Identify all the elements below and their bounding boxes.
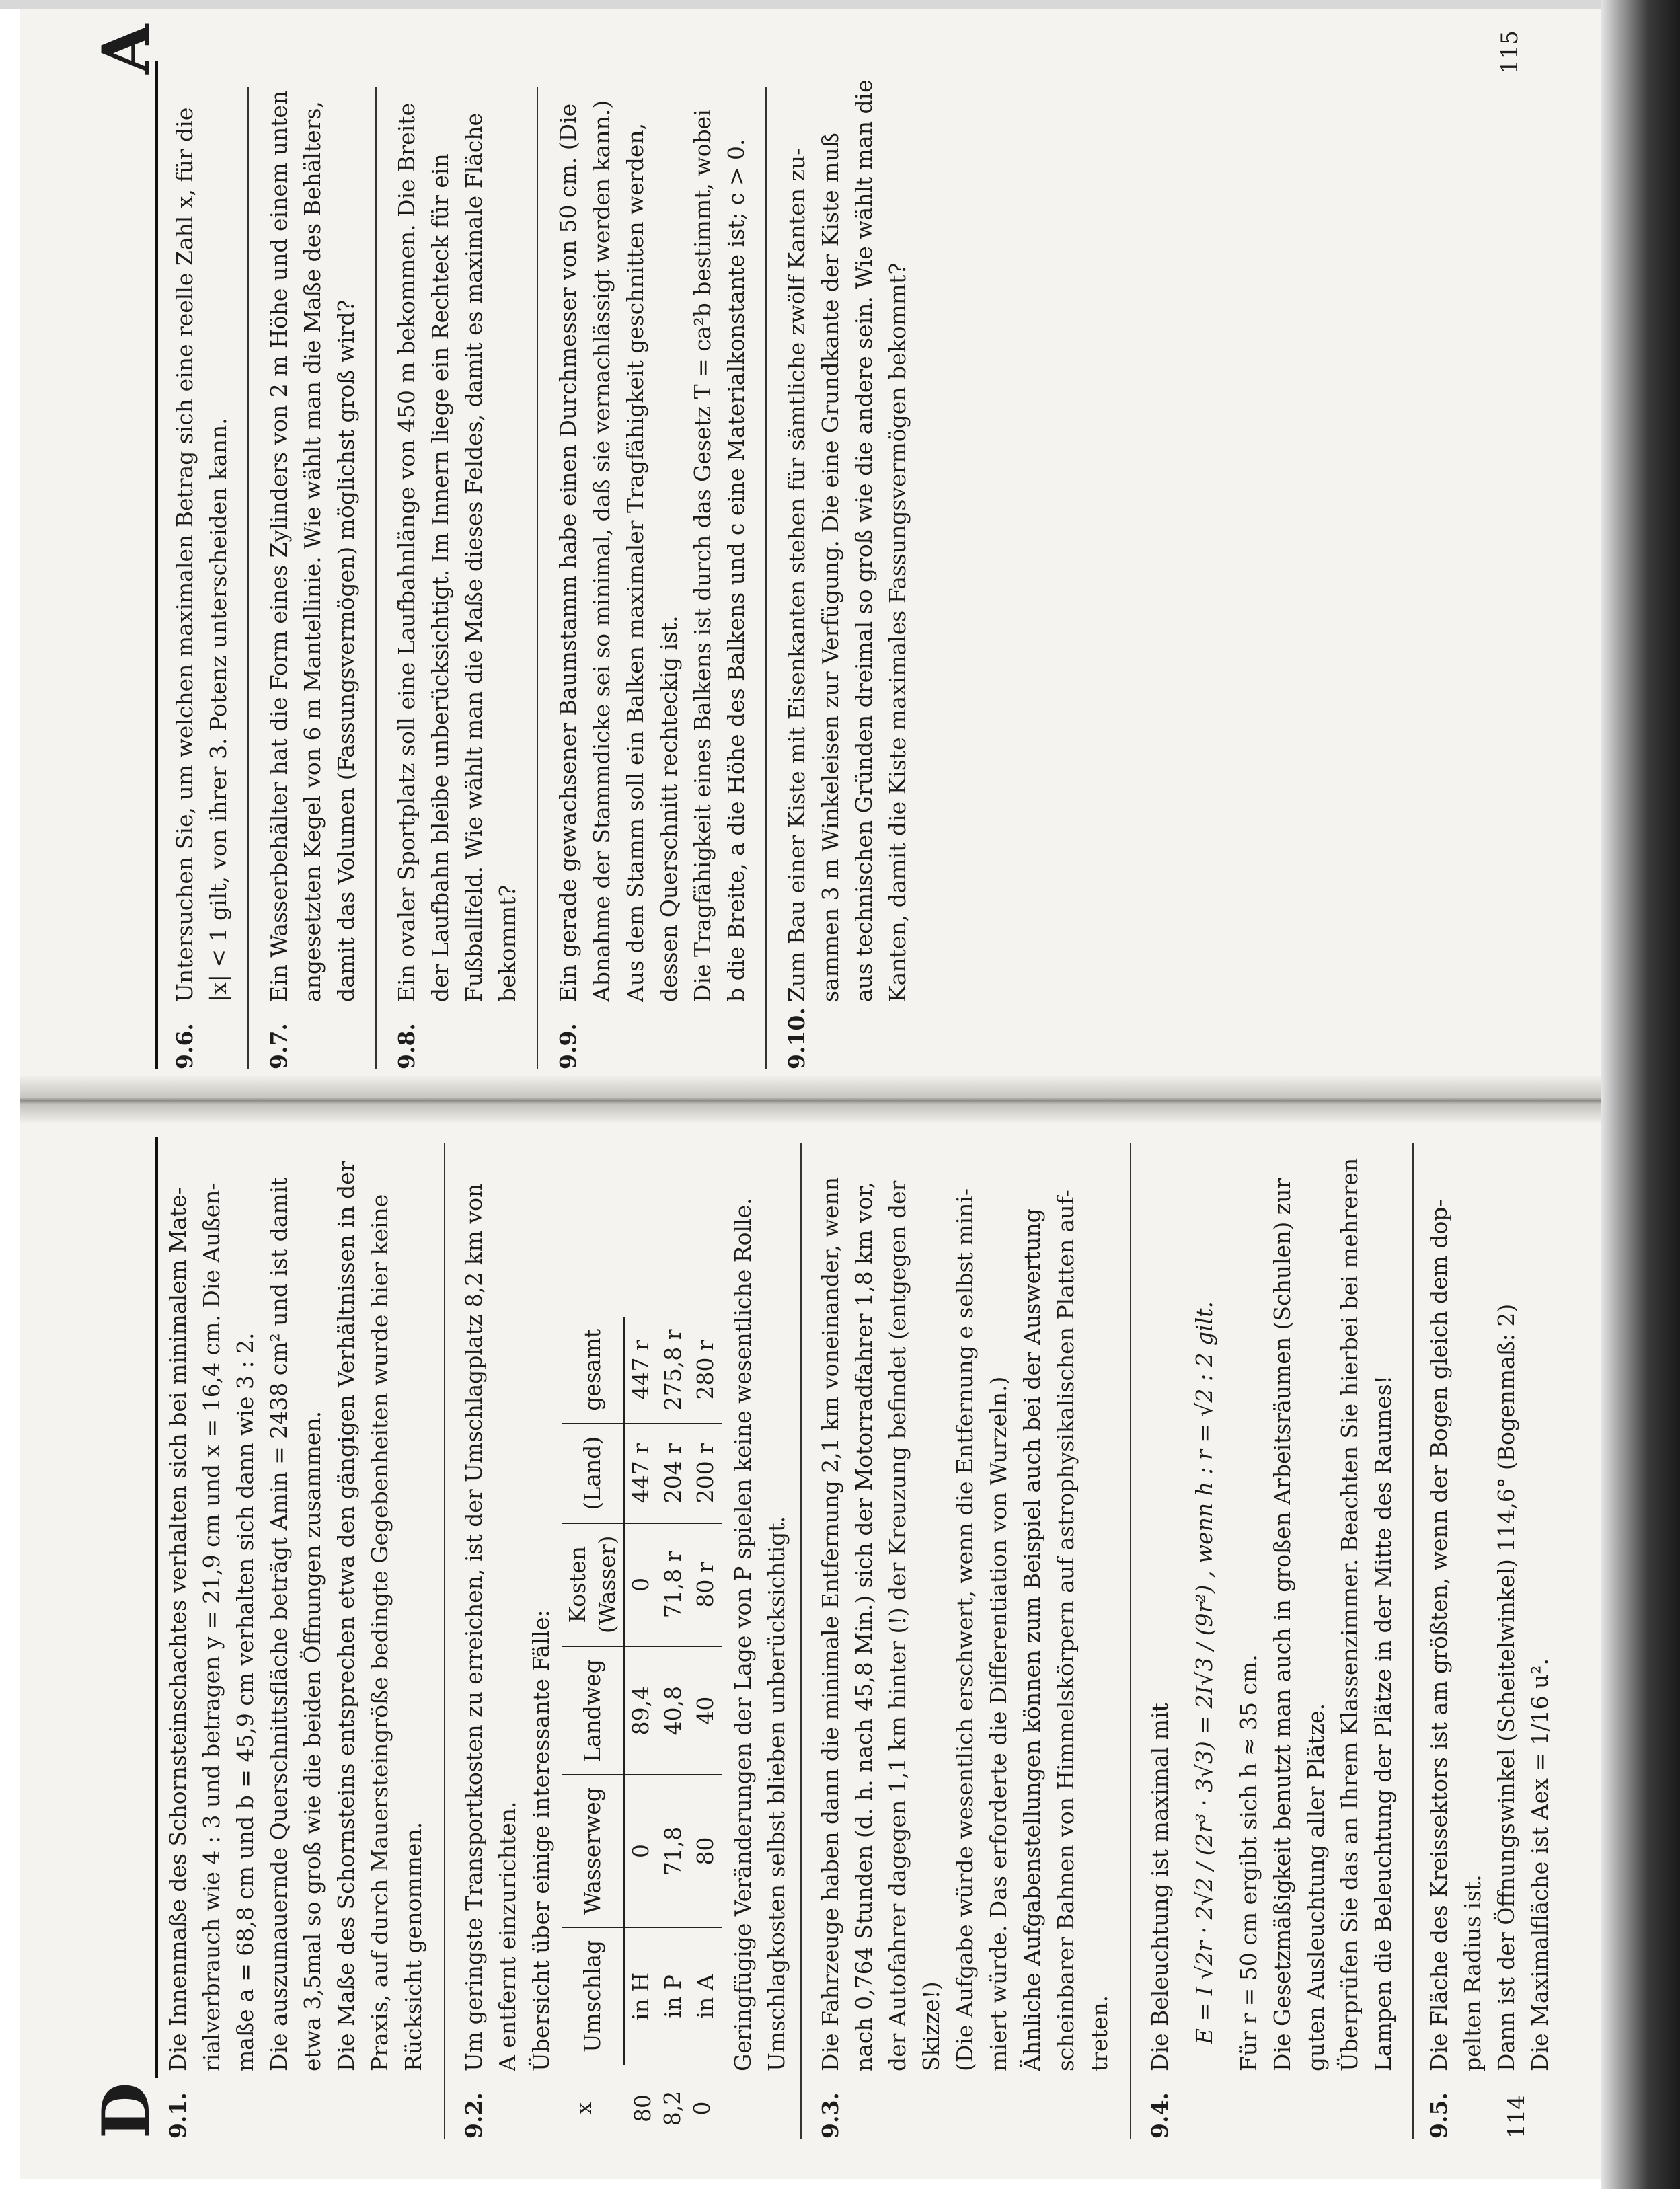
task-number: 9.8.	[393, 1023, 420, 1069]
table-cell: 0	[624, 1523, 657, 1647]
text-line: Skizze!)	[918, 1981, 944, 2071]
table-cell: 447 r	[624, 1424, 657, 1523]
table-x-header: x	[570, 2102, 597, 2115]
text-line: Ähnliche Aufgabenstellungen können zum Beispiel auch bei der Auswertung	[1019, 1208, 1045, 2071]
separator	[247, 87, 249, 1069]
table-cell: 200 r	[689, 1424, 722, 1523]
text-line: Um geringste Transportkosten zu erreichen, ist der Umschlagplatz 8,2 km von	[461, 1183, 487, 2071]
text-line: guten Ausleuchtung aller Plätze.	[1303, 1703, 1329, 2071]
table-cell: 71,8	[657, 1775, 689, 1927]
table-x-value: 0	[689, 2101, 715, 2116]
task-9-10	[780, 7, 915, 1069]
task-9-8	[390, 7, 525, 1069]
text-line: Dann ist der Öffnungswinkel (Scheitelwinkel) 114,6° (Bogenmaß: 2)	[1493, 1303, 1519, 2071]
text-line: der Autofahrer dagegen 1,1 km hinter (!) der Kreuzung befindet (entgegen der	[884, 1180, 911, 2071]
text-line: bekommt?	[494, 884, 521, 1002]
text-line: pelten Radius ist.	[1459, 1874, 1486, 2071]
table-cell: 80	[689, 1775, 722, 1927]
text-line: Ein Wasserbehälter hat die Form eines Zylinders von 2 m Höhe und einem unten	[266, 90, 292, 1002]
text-line: etwa 3,5mal so groß wie die beiden Öffnungen zusammen.	[299, 1410, 326, 2071]
text-line: (Die Aufgabe würde wesentlich erschwert, wenn die Entfernung e selbst mini-	[952, 1188, 978, 2071]
table-row	[689, 1317, 722, 2065]
separator	[765, 87, 767, 1069]
table-header: Wasserweg	[562, 1775, 624, 1927]
task-9-5	[1422, 1116, 1557, 2139]
text-line: Ein ovaler Sportplatz soll eine Laufbahnlänge von 450 m bekommen. Die Breite	[393, 102, 420, 1002]
text-line: Abnahme der Stammdicke sei so minimal, daß sie vernachlässigt werden kann.)	[588, 100, 615, 1002]
task-number: 9.4.	[1147, 2092, 1173, 2139]
section-letter: D	[88, 2082, 164, 2139]
table-cell: 71,8 r	[657, 1523, 689, 1647]
text-line: der Laufbahn bleibe unberücksichtigt. Im Innern liege ein Rechteck für ein	[427, 153, 453, 1002]
text-line: angesetzten Kegel von 6 m Mantellinie. Wie wählt man die Maße des Behälters,	[299, 101, 326, 1002]
page-number: 114	[1503, 2095, 1530, 2139]
text-line: miert würde. Das erforderte die Differentiation von Wurzeln.)	[985, 1376, 1011, 2071]
table-row	[657, 1317, 689, 2065]
task-9-7	[262, 7, 363, 1069]
text-line: Geringfügige Veränderungen der Lage von P spielen keine wesentliche Rolle.	[730, 1198, 756, 2071]
table-cell: 80 r	[689, 1523, 722, 1647]
task-number: 9.3.	[817, 2092, 843, 2139]
page-114-content	[88, 1116, 1601, 2139]
text-line: Praxis, auf durch Mauersteingröße bedingte Gegebenheiten wurde hier keine	[367, 1194, 393, 2071]
text-line: maße a = 68,8 cm und b = 45,9 cm verhalten sich dann wie 3 : 2.	[232, 1332, 258, 2071]
table-cell: 40,8	[657, 1646, 689, 1775]
text-line: Untersuchen Sie, um welchen maximalen Betrag sich eine reelle Zahl x, für die	[171, 107, 198, 1002]
table-header: Kosten (Wasser)	[562, 1523, 624, 1647]
text-line: Rücksicht genommen.	[400, 1821, 426, 2071]
table-header: gesamt	[562, 1317, 624, 1424]
text-line: b die Breite, a die Höhe des Balkens und c eine Materialkonstante ist; c > 0.	[723, 139, 749, 1002]
task-number: 9.6.	[171, 1023, 198, 1069]
text-line: Überprüfen Sie das an Ihrem Klassenzimmer. Beachten Sie hierbei bei mehreren	[1336, 1157, 1363, 2071]
table-cell: 280 r	[689, 1317, 722, 1424]
task-number: 9.5.	[1426, 2092, 1452, 2139]
table-cell: 447 r	[624, 1317, 657, 1424]
task-9-9	[551, 7, 753, 1069]
separator	[444, 1143, 445, 2139]
page-115-content	[88, 7, 1601, 1069]
table-cell: 89,4	[624, 1646, 657, 1775]
text-line: aus technischen Gründen dreimal so groß wie die andere sein. Wie wählt man die	[851, 79, 877, 1002]
text-line: scheinbarer Bahnen von Himmelskörpern auf astrophysikalischen Platten auf-	[1053, 1190, 1079, 2071]
scan-right-edge	[1601, 0, 1680, 2189]
cost-table	[562, 1317, 722, 2065]
text-line: sammen 3 m Winkeleisen zur Verfügung. Die eine Grundkante der Kiste muß	[817, 132, 843, 1002]
table-header: Landweg	[562, 1646, 624, 1775]
table-cell: in P	[660, 1974, 686, 2018]
table-header: (Land)	[562, 1424, 624, 1523]
table-x-value: 80	[629, 2094, 656, 2122]
text-line: Ein gerade gewachsener Baumstamm habe einen Durchmesser von 50 cm. (Die	[555, 103, 581, 1002]
table-row	[624, 1317, 657, 2065]
text-line: Umschlagkosten selbst blieben unberücksichtigt.	[763, 1515, 790, 2071]
task-9-1	[161, 1116, 430, 2139]
table-cell: in H	[627, 1972, 654, 2020]
text-line: Lampen die Beleuchtung der Plätze in der Mitte des Raumes!	[1370, 1375, 1396, 2071]
text-line: damit das Volumen (Fassungsvermögen) möglichst groß wird?	[333, 299, 359, 1002]
separator	[375, 87, 377, 1069]
text-line: |x| < 1 gilt, von ihrer 3. Potenz unterscheiden kann.	[205, 418, 231, 1002]
table-cell: 0	[624, 1775, 657, 1927]
page-number: 115	[1496, 30, 1523, 74]
text-line: nach 0,764 Stunden (d. h. nach 45,8 Min.) sich der Motorradfahrer 1,8 km vor,	[851, 1181, 877, 2071]
separator	[1412, 1143, 1414, 2139]
table-cell: in A	[692, 1974, 718, 2019]
header-rule	[155, 1137, 158, 2078]
text-line: dessen Querschnitt rechteckig ist.	[656, 615, 682, 1002]
text-line: Die Gesetzmäßigkeit benutzt man auch in großen Arbeitsräumen (Schulen) zur	[1269, 1178, 1295, 2071]
text-line: Übersicht über einige interessante Fälle:	[528, 1609, 554, 2071]
task-number: 9.2.	[461, 2092, 487, 2139]
text-line: treten.	[1086, 1995, 1112, 2071]
task-9-3	[814, 1116, 1116, 2139]
separator	[1130, 1143, 1131, 2139]
table-cell: 204 r	[657, 1424, 689, 1523]
task-9-2	[457, 1116, 558, 2139]
table-cell: 275,8 r	[657, 1317, 689, 1424]
text-line: Kanten, damit die Kiste maximales Fassungsvermögen bekommt?	[884, 262, 911, 1002]
task-9-2-notes	[726, 1116, 794, 2139]
table-x-value: 8,2	[659, 2090, 685, 2126]
task-9-4	[1143, 1116, 1400, 2139]
text-line: Die Innenmaße des Schornsteinschachtes verhalten sich bei minimalem Mate-	[165, 1187, 191, 2071]
text-line: Aus dem Stamm soll ein Balken maximaler Tragfähigkeit geschnitten werden,	[622, 122, 648, 1002]
text-line: rialverbrauch wie 4 : 3 und betragen y = 21,9 cm und x = 16,4 cm. Die Außen-	[198, 1182, 225, 2071]
header-rule	[155, 61, 158, 1069]
task-number: 9.9.	[555, 1023, 581, 1069]
task-number: 9.1.	[165, 2092, 191, 2139]
text-line: Die Fahrzeuge haben dann die minimale Entfernung 2,1 km voneinander, wenn	[817, 1176, 843, 2071]
text-line: Die Tragfähigkeit eines Balkens ist durch das Gesetz T = ca²b bestimmt, wobei	[689, 109, 716, 1002]
task-number: 9.10.	[784, 1007, 810, 1069]
table-cell: 40	[689, 1646, 722, 1775]
text-line: Die Fläche des Kreissektors ist am größten, wenn der Bogen gleich dem dop-	[1426, 1199, 1452, 2071]
section-letter: A	[88, 24, 164, 74]
text-line: Zum Bau einer Kiste mit Eisenkanten stehen für sämtliche zwölf Kanten zu-	[784, 147, 810, 1002]
formula: E = I √2r · 2√2 / (2r³ · 3√3) = 2I√3 / (9r²) , wenn h : r = √2 : 2 gilt.	[1191, 1301, 1217, 2044]
separator	[537, 87, 538, 1069]
text-line: Die Maße des Schornsteins entsprechen etwa den gängigen Verhältnissen in der	[333, 1161, 359, 2071]
text-line: Die auszumauernde Querschnittsfläche beträgt Amin = 2438 cm² und ist damit	[266, 1177, 292, 2071]
table-header: Umschlag	[562, 1927, 624, 2065]
text-line: Die Maximalfläche ist Aex = 1/16 u².	[1527, 1658, 1553, 2071]
task-9-6	[168, 7, 235, 1069]
text-line: Für r = 50 cm ergibt sich h ≈ 35 cm.	[1235, 1654, 1262, 2071]
task-number: 9.7.	[266, 1023, 292, 1069]
table-x-column	[565, 2078, 717, 2139]
text-line: A entfernt einzurichten.	[494, 1801, 521, 2071]
separator	[800, 1143, 802, 2139]
text-line: Fußballfeld. Wie wählt man die Maße dieses Feldes, damit es maximale Fläche	[461, 112, 487, 1002]
text-line: Die Beleuchtung ist maximal mit	[1147, 1703, 1173, 2071]
